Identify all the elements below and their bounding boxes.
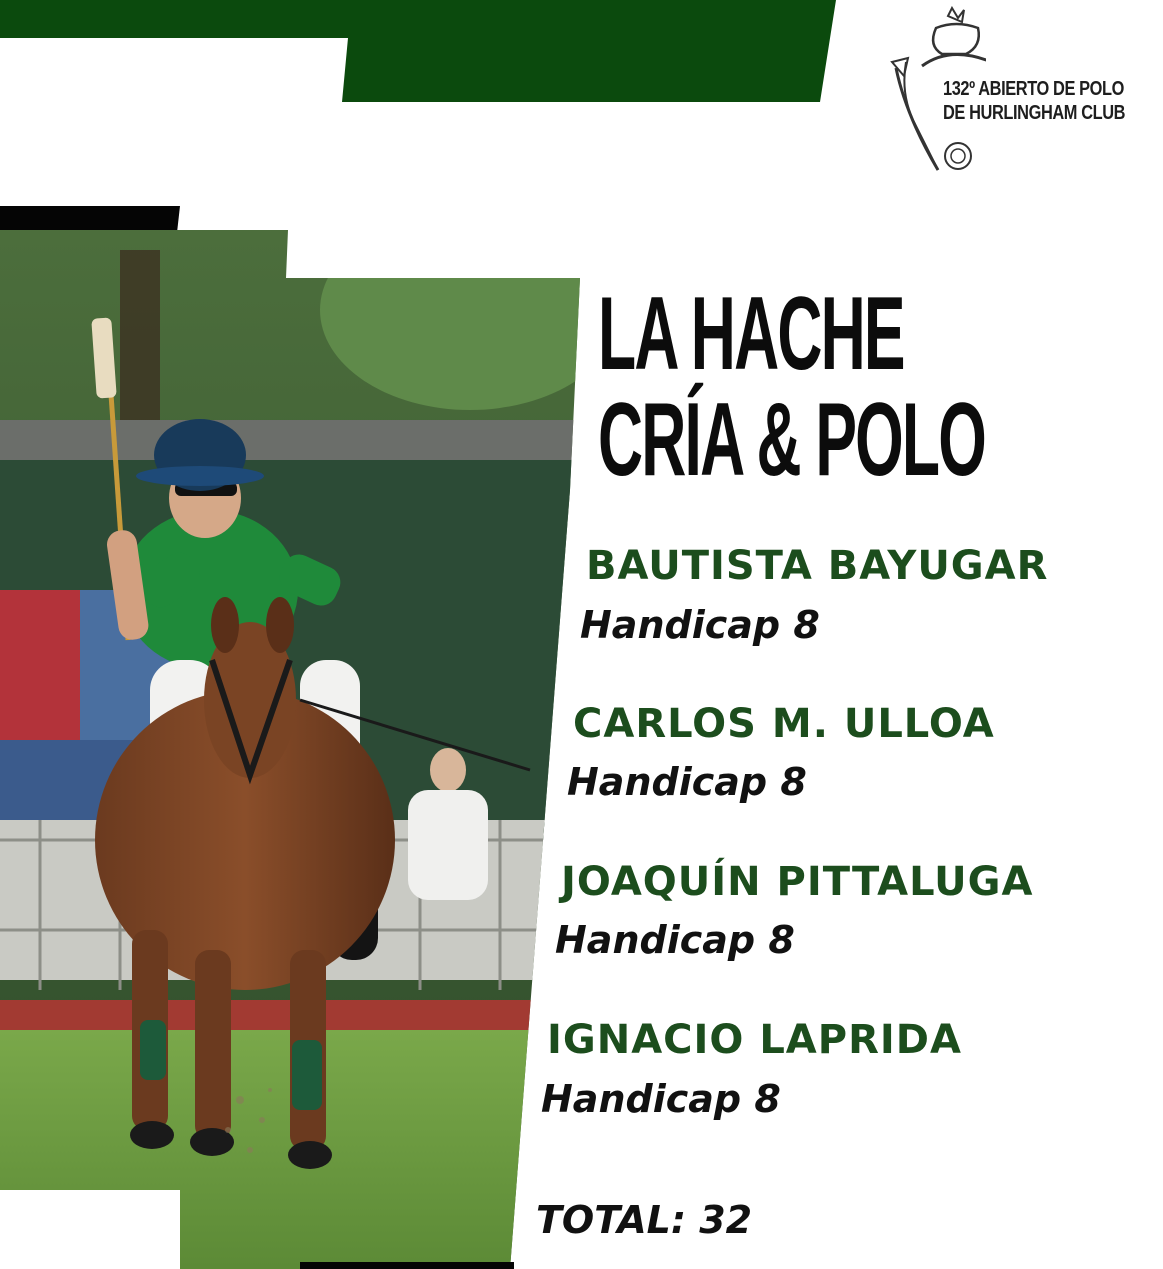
- player-handicap: Handicap 8: [580, 603, 820, 647]
- polo-player-photo: [0, 230, 590, 1269]
- tournament-logo: [886, 6, 1146, 178]
- player-name: JOAQUÍN PITTALUGA: [561, 859, 1034, 905]
- player-handicap: Handicap 8: [541, 1077, 781, 1121]
- player-handicap: Handicap 8: [567, 760, 807, 804]
- team-name-line1: LA HACHE: [598, 276, 904, 392]
- player-name: BAUTISTA BAYUGAR: [586, 543, 1049, 589]
- green-banner-shape: [0, 0, 836, 102]
- player-handicap: Handicap 8: [555, 918, 795, 962]
- logo-title-line2: DE HURLINGHAM CLUB: [943, 102, 1126, 124]
- player-name: IGNACIO LAPRIDA: [547, 1017, 962, 1063]
- player-name: CARLOS M. ULLOA: [573, 701, 995, 747]
- handicap-total: TOTAL: 32: [536, 1198, 753, 1242]
- team-name-line2: CRÍA & POLO: [598, 382, 985, 498]
- logo-title-line1: 132º ABIERTO DE POLO: [943, 78, 1124, 100]
